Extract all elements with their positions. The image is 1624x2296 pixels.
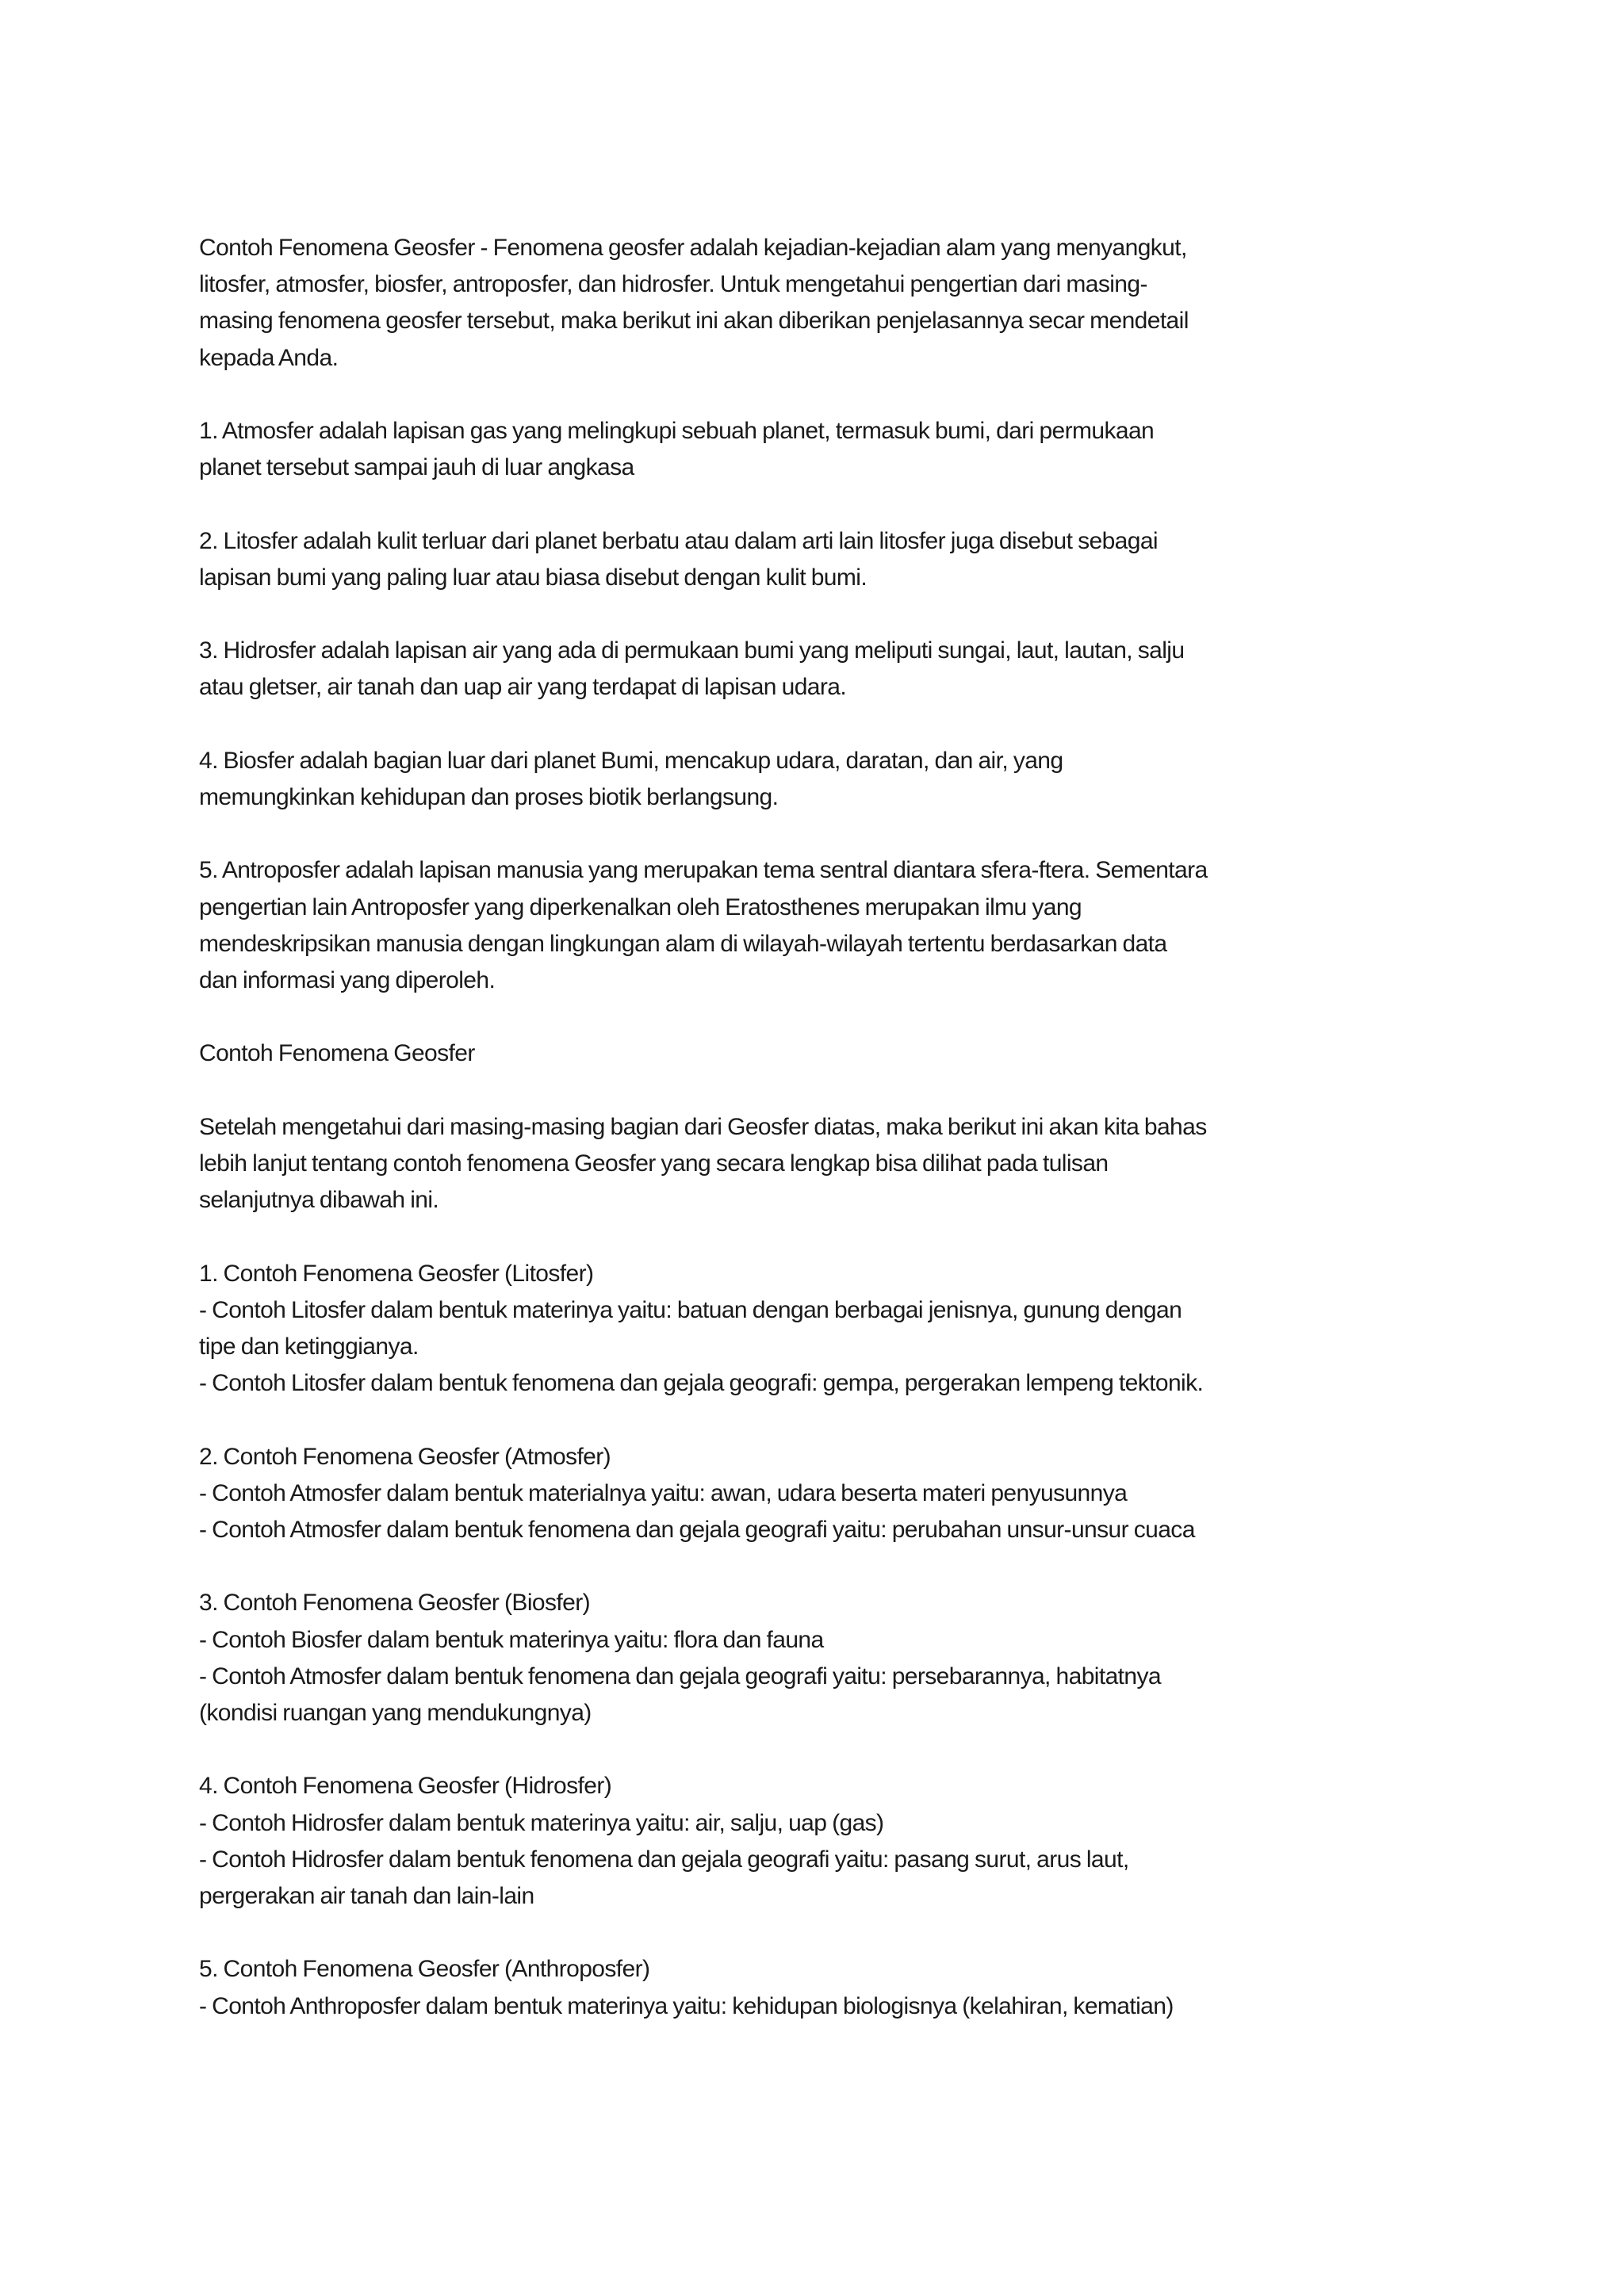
text-line: pengertian lain Antroposfer yang diperkenalkan oleh Eratosthenes merupakan ilmu yang	[199, 894, 1082, 920]
text-line: 3. Hidrosfer adalah lapisan air yang ada di permukaan bumi yang meliputi sungai, laut, lautan, salju	[199, 637, 1185, 664]
text-line: - Contoh Hidrosfer dalam bentuk materinya yaitu: air, salju, uap (gas)	[199, 1809, 884, 1836]
text-line: - Contoh Hidrosfer dalam bentuk fenomena dan gejala geografi yaitu: pasang surut, arus laut,	[199, 1846, 1129, 1873]
text-line: kepada Anda.	[199, 344, 339, 371]
definition-atmosfer	[199, 413, 1452, 486]
text-line: - Contoh Anthroposfer dalam bentuk materinya yaitu: kehidupan biologisnya (kelahiran, kematian)	[199, 1992, 1174, 2019]
definition-biosfer	[199, 743, 1452, 816]
text-line: lebih lanjut tentang contoh fenomena Geosfer yang secara lengkap bisa dilihat pada tulisan	[199, 1150, 1109, 1177]
definition-antroposfer	[199, 852, 1452, 999]
text-line: 4. Contoh Fenomena Geosfer (Hidrosfer)	[199, 1773, 612, 1800]
text-line: - Contoh Atmosfer dalam bentuk materialnya yaitu: awan, udara beserta materi penyusunnya	[199, 1479, 1128, 1506]
text-line: (kondisi ruangan yang mendukungnya)	[199, 1699, 592, 1726]
text-line: planet tersebut sampai jauh di luar angkasa	[199, 454, 634, 481]
text-line: Setelah mengetahui dari masing-masing bagian dari Geosfer diatas, maka berikut ini akan kita bahas	[199, 1113, 1207, 1140]
text-line: mendeskripsikan manusia dengan lingkungan alam di wilayah-wilayah tertentu berdasarkan data	[199, 930, 1167, 957]
section-intro	[199, 1109, 1452, 1219]
text-line: atau gletser, air tanah dan uap air yang terdapat di lapisan udara.	[199, 674, 847, 701]
text-line: litosfer, atmosfer, biosfer, antroposfer, dan hidrosfer. Untuk mengetahui pengertian dari masing-	[199, 271, 1147, 298]
text-line: 4. Biosfer adalah bagian luar dari planet Bumi, mencakup udara, daratan, dan air, yang	[199, 747, 1063, 774]
text-line: Contoh Fenomena Geosfer - Fenomena geosfer adalah kejadian-kejadian alam yang menyangkut,	[199, 235, 1187, 261]
example-litosfer	[199, 1256, 1452, 1402]
definition-hidrosfer	[199, 633, 1452, 706]
example-hidrosfer	[199, 1768, 1452, 1915]
text-line: 5. Antroposfer adalah lapisan manusia yang merupakan tema sentral diantara sfera-ftera. Sementara	[199, 857, 1208, 884]
text-line: dan informasi yang diperoleh.	[199, 966, 496, 993]
text-line: selanjutnya dibawah ini.	[199, 1187, 439, 1214]
intro-paragraph	[199, 230, 1452, 377]
example-anthroposfer	[199, 1951, 1452, 2024]
text-line: 2. Litosfer adalah kulit terluar dari planet berbatu atau dalam arti lain litosfer juga disebut sebagai	[199, 527, 1158, 554]
text-line: 3. Contoh Fenomena Geosfer (Biosfer)	[199, 1590, 590, 1617]
text-line: - Contoh Litosfer dalam bentuk materinya yaitu: batuan dengan berbagai jenisnya, gunung dengan	[199, 1296, 1182, 1323]
text-line: memungkinkan kehidupan dan proses biotik berlangsung.	[199, 783, 779, 810]
text-line: 5. Contoh Fenomena Geosfer (Anthroposfer)	[199, 1956, 650, 1983]
document-body	[199, 230, 1452, 2061]
example-atmosfer	[199, 1439, 1452, 1549]
definition-litosfer	[199, 523, 1452, 596]
section-heading	[199, 1035, 1452, 1072]
text-line: Contoh Fenomena Geosfer	[199, 1040, 475, 1067]
text-line: - Contoh Atmosfer dalam bentuk fenomena dan gejala geografi yaitu: persebarannya, habitatnya	[199, 1663, 1161, 1689]
text-line: pergerakan air tanah dan lain-lain	[199, 1882, 534, 1909]
text-line: lapisan bumi yang paling luar atau biasa disebut dengan kulit bumi.	[199, 564, 868, 591]
text-line: - Contoh Litosfer dalam bentuk fenomena dan gejala geografi: gempa, pergerakan lempeng tektonik.	[199, 1370, 1204, 1397]
text-line: 1. Contoh Fenomena Geosfer (Litosfer)	[199, 1260, 594, 1287]
example-biosfer	[199, 1585, 1452, 1732]
text-line: 1. Atmosfer adalah lapisan gas yang melingkupi sebuah planet, termasuk bumi, dari permukaan	[199, 418, 1155, 444]
text-line: 2. Contoh Fenomena Geosfer (Atmosfer)	[199, 1443, 611, 1470]
text-line: - Contoh Biosfer dalam bentuk materinya yaitu: flora dan fauna	[199, 1626, 824, 1653]
text-line: tipe dan ketinggianya.	[199, 1333, 419, 1360]
text-line: - Contoh Atmosfer dalam bentuk fenomena dan gejala geografi yaitu: perubahan unsur-unsur cuaca	[199, 1516, 1195, 1543]
text-line: masing fenomena geosfer tersebut, maka berikut ini akan diberikan penjelasannya secar mendetail	[199, 308, 1189, 335]
